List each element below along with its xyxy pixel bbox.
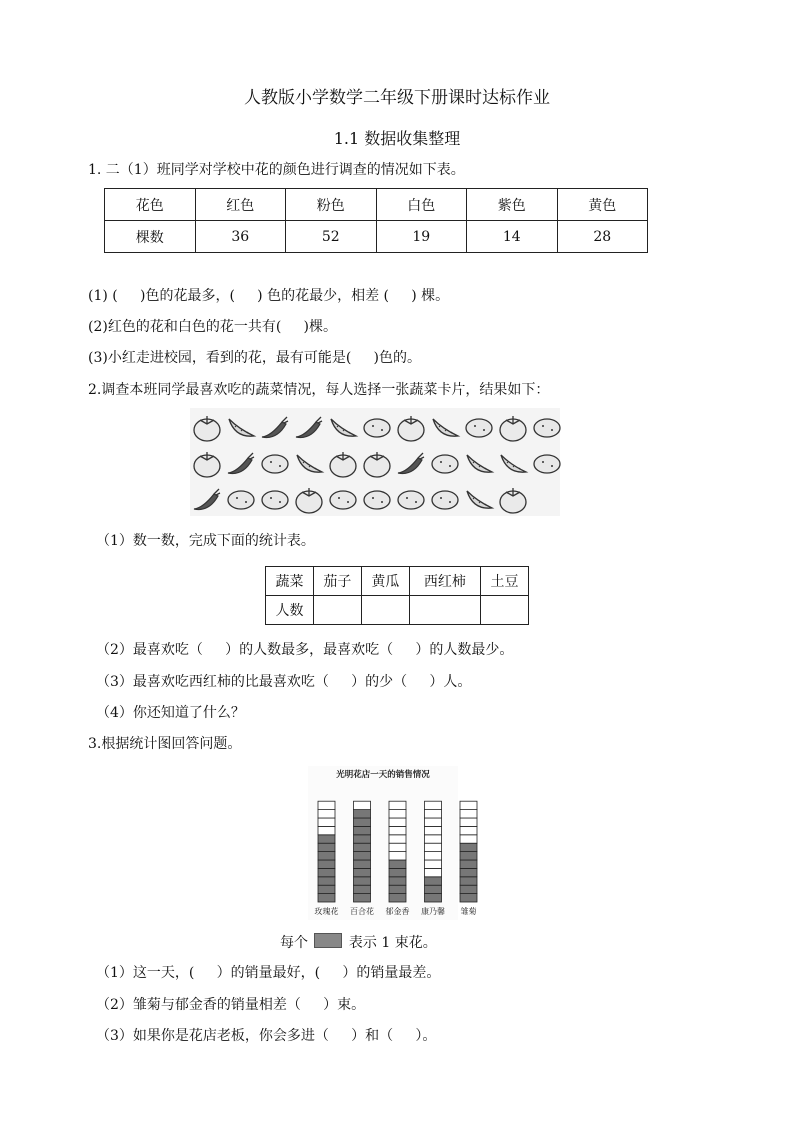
q2-sub1: （1）数一数，完成下面的统计表。 <box>96 533 315 549</box>
chart-bar-cell <box>425 877 442 885</box>
chart-bar <box>425 801 442 902</box>
chart-bar-cell <box>425 868 442 876</box>
q2-answer-cell[interactable] <box>313 596 361 625</box>
q3-legend <box>280 933 437 953</box>
q1-sub1: (1) ( )色的花最多，( ) 色的花最少，相差 ( ) 棵。 <box>88 288 450 304</box>
q1-sub2: (2)红色的花和白色的花一共有( )棵。 <box>88 319 338 335</box>
cucumber-icon <box>467 455 492 472</box>
q1-header-cell: 红色 <box>195 189 286 221</box>
cucumber-icon <box>501 455 526 472</box>
chart-bar-cell <box>318 801 335 809</box>
chart-bar-cell <box>425 885 442 893</box>
potato-icon <box>466 419 492 437</box>
q2-header-cell: 黄瓜 <box>361 567 409 596</box>
chart-bar-cell <box>354 810 371 818</box>
chart-bar-cell <box>354 894 371 902</box>
q2-header-cell: 茄子 <box>313 567 361 596</box>
cucumber-icon <box>331 419 356 436</box>
tomato-icon <box>296 488 322 513</box>
chart-bar-cell <box>389 868 406 876</box>
vegetable-cards-image <box>190 408 560 516</box>
eggplant-icon <box>296 417 322 437</box>
q1-header-cell: 紫色 <box>467 189 558 221</box>
chart-bar-cell <box>460 868 477 876</box>
chart-bar-cell <box>460 818 477 826</box>
chart-bar-cell <box>354 818 371 826</box>
q2-answer-cell[interactable] <box>361 596 409 625</box>
eggplant-icon <box>228 453 254 473</box>
q1-table <box>104 188 648 253</box>
chart-bar-cell <box>389 885 406 893</box>
potato-icon <box>228 491 254 509</box>
q3-sub3: （3）如果你是花店老板，你会多进（ ）和（ ）。 <box>96 1028 437 1044</box>
q2-answer-cell[interactable] <box>409 596 480 625</box>
flower-sales-chart <box>308 766 477 920</box>
q1-table-header-row <box>105 189 648 221</box>
tomato-icon <box>194 452 220 477</box>
q1-data-cell: 棵数 <box>105 221 196 253</box>
chart-bar-cell <box>318 868 335 876</box>
q3-sub1: （1）这一天，( ）的销量最好，( ）的销量最差。 <box>96 965 441 981</box>
q1-data-cell: 19 <box>376 221 467 253</box>
flower-sales-chart-svg <box>308 766 477 920</box>
vegetable-cards-svg <box>190 408 560 516</box>
chart-bar-cell <box>389 810 406 818</box>
q2-sub4: （4）你还知道了什么？ <box>96 705 245 721</box>
q1-header-cell: 白色 <box>376 189 467 221</box>
potato-icon <box>398 491 424 509</box>
tomato-icon <box>500 488 526 513</box>
chart-bar-cell <box>389 860 406 868</box>
chart-bar-cell <box>318 860 335 868</box>
chart-bar-cell <box>389 835 406 843</box>
chart-bar-cell <box>354 835 371 843</box>
chart-bar-cell <box>318 835 335 843</box>
chart-bar-cell <box>425 860 442 868</box>
cucumber-icon <box>229 419 254 436</box>
legend-post: 表示 1 束花。 <box>348 935 437 951</box>
chart-bar <box>389 801 406 902</box>
chart-category-label: 百合花 <box>350 907 374 916</box>
q1-stem: 1. 二（1）班同学对学校中花的颜色进行调查的情况如下表。 <box>88 162 465 178</box>
chart-bar-cell <box>318 885 335 893</box>
chart-bar-cell <box>460 826 477 834</box>
tomato-icon <box>364 452 390 477</box>
chart-bar-cell <box>425 843 442 851</box>
cucumber-icon <box>467 491 492 508</box>
chart-bar-cell <box>389 894 406 902</box>
q2-table-data-row <box>266 596 529 625</box>
chart-bar-cell <box>460 810 477 818</box>
chart-bar-cell <box>425 826 442 834</box>
chart-bar-cell <box>460 843 477 851</box>
q2-header-cell: 西红柿 <box>409 567 480 596</box>
q1-data-cell: 28 <box>557 221 648 253</box>
chart-bar-cell <box>354 868 371 876</box>
chart-category-label: 雏菊 <box>460 907 477 916</box>
chart-bar-cell <box>460 852 477 860</box>
chart-bar-cell <box>318 810 335 818</box>
chart-bar-cell <box>318 818 335 826</box>
q1-data-cell: 14 <box>467 221 558 253</box>
chart-bar-cell <box>425 835 442 843</box>
tomato-icon <box>194 416 220 441</box>
q2-header-cell: 土豆 <box>480 567 528 596</box>
chart-bar <box>318 801 335 902</box>
cucumber-icon <box>433 419 458 436</box>
page-title: 人教版小学数学二年级下册课时达标作业 <box>244 88 550 108</box>
q2-table-header-row <box>266 567 529 596</box>
chart-bar-cell <box>460 860 477 868</box>
chart-bar-cell <box>389 843 406 851</box>
legend-swatch-icon <box>314 933 342 948</box>
potato-icon <box>262 491 288 509</box>
chart-bar-cell <box>354 877 371 885</box>
chart-bar-cell <box>354 885 371 893</box>
chart-bar-cell <box>425 894 442 902</box>
q1-table-data-row <box>105 221 648 253</box>
chart-bar <box>354 801 371 902</box>
chart-bar-cell <box>354 852 371 860</box>
tomato-icon <box>398 416 424 441</box>
chart-bar-cell <box>354 860 371 868</box>
chart-bar-cell <box>318 843 335 851</box>
chart-bar-cell <box>460 894 477 902</box>
legend-pre: 每个 <box>280 935 308 951</box>
potato-icon <box>432 491 458 509</box>
q2-stem: 2.调查本班同学最喜欢吃的蔬菜情况，每人选择一张蔬菜卡片，结果如下： <box>88 382 550 398</box>
cucumber-icon <box>297 455 322 472</box>
chart-bar-cell <box>318 894 335 902</box>
q1-data-cell: 52 <box>286 221 377 253</box>
potato-icon <box>330 491 356 509</box>
chart-bar-cell <box>318 877 335 885</box>
q2-sub2: （2）最喜欢吃（ ）的人数最多，最喜欢吃（ ）的人数最少。 <box>96 642 514 658</box>
chart-bar-cell <box>460 877 477 885</box>
chart-category-label: 玫瑰花 <box>314 907 339 916</box>
potato-icon <box>432 455 458 473</box>
chart-bar-cell <box>389 852 406 860</box>
chart-bar-cell <box>425 818 442 826</box>
tomato-icon <box>500 416 526 441</box>
q2-answer-cell[interactable] <box>480 596 528 625</box>
q1-header-cell: 粉色 <box>286 189 377 221</box>
q3-sub2: （2）雏菊与郁金香的销量相差（ ）束。 <box>96 997 366 1013</box>
chart-bar-cell <box>460 885 477 893</box>
chart-bar-cell <box>354 801 371 809</box>
page-subtitle: 1.1 数据收集整理 <box>333 129 461 148</box>
chart-title: 光明花店一天的销售情况 <box>336 770 430 780</box>
tomato-icon <box>330 452 356 477</box>
chart-category-label: 郁金香 <box>385 907 410 916</box>
potato-icon <box>534 419 560 437</box>
chart-bar-cell <box>460 801 477 809</box>
eggplant-icon <box>194 489 220 509</box>
chart-bar-cell <box>389 818 406 826</box>
q2-sub3: （3）最喜欢吃西红柿的比最喜欢吃（ ）的少（ ）人。 <box>96 674 472 690</box>
chart-category-label: 康乃馨 <box>421 907 445 916</box>
q1-sub3: (3)小红走进校园，看到的花，最有可能是( )色的。 <box>88 350 422 366</box>
chart-bar-cell <box>425 801 442 809</box>
potato-icon <box>364 491 390 509</box>
chart-bar <box>460 801 477 902</box>
chart-bar-cell <box>425 852 442 860</box>
potato-icon <box>364 419 390 437</box>
potato-icon <box>534 455 560 473</box>
chart-bar-cell <box>389 877 406 885</box>
chart-bar-cell <box>354 843 371 851</box>
q2-table <box>265 566 529 625</box>
chart-bar-cell <box>460 835 477 843</box>
q1-header-cell: 黄色 <box>557 189 648 221</box>
eggplant-icon <box>398 453 424 473</box>
potato-icon <box>262 455 288 473</box>
q2-header-cell: 蔬菜 <box>266 567 314 596</box>
chart-bar-cell <box>354 826 371 834</box>
chart-bar-cell <box>389 826 406 834</box>
q2-data-cell: 人数 <box>266 596 314 625</box>
q1-header-cell: 花色 <box>105 189 196 221</box>
q1-data-cell: 36 <box>195 221 286 253</box>
chart-bar-cell <box>425 810 442 818</box>
chart-bar-cell <box>318 852 335 860</box>
chart-bar-cell <box>318 826 335 834</box>
eggplant-icon <box>262 417 288 437</box>
chart-bar-cell <box>389 801 406 809</box>
q3-stem: 3.根据统计图回答问题。 <box>88 736 242 752</box>
